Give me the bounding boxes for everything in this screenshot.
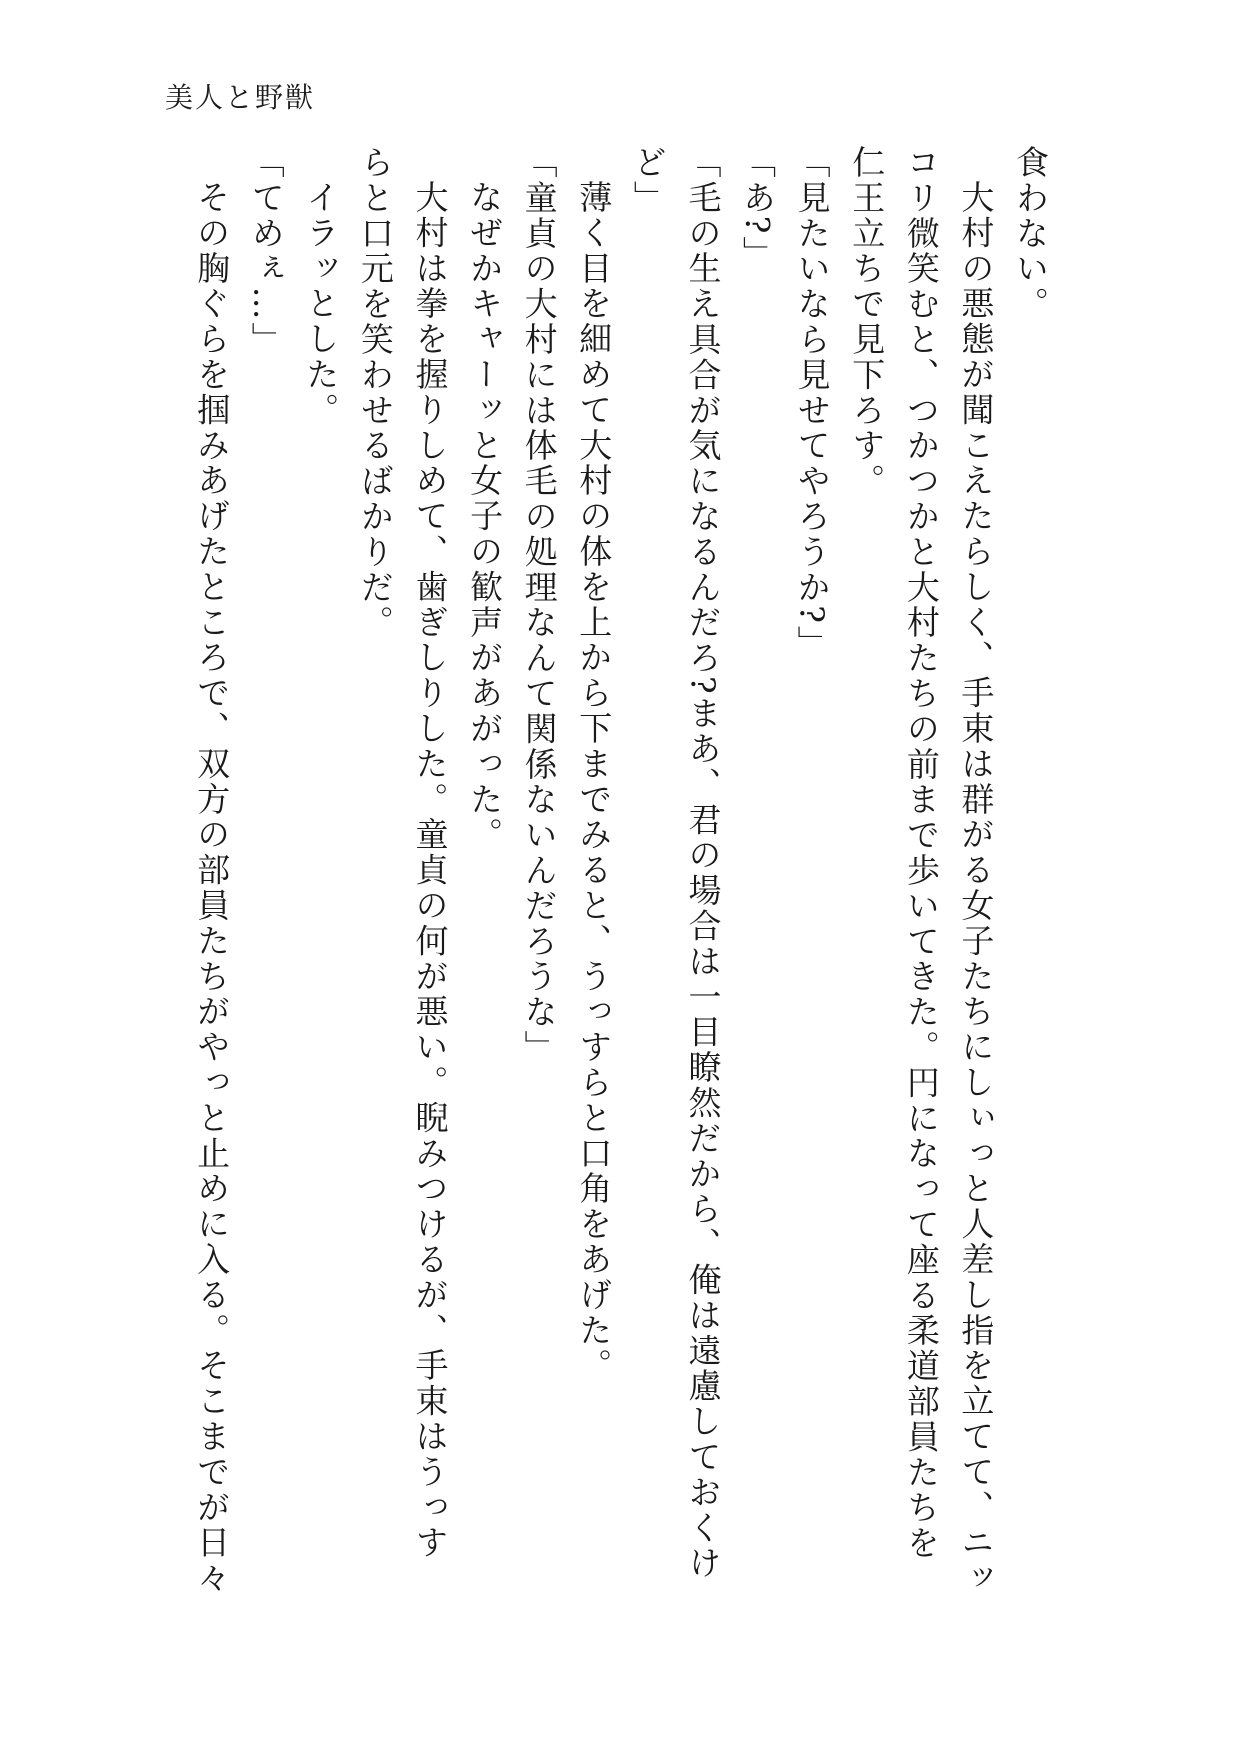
text-line: 「見たいなら見せてやろうか?」 — [792, 145, 832, 661]
text-line: 大村の悪態が聞こえたらしく、手束は群がる女子たちにしぃっと人差し指を立てて、ニッ — [956, 180, 996, 1596]
text-line: その胸ぐらを掴みあげたところで、双方の部員たちがやっと止めに入る。そこまでが日々 — [192, 180, 232, 1596]
text-line: 大村は拳を握りしめて、歯ぎしりした。童貞の何が悪い。睨みつけるが、手束はうっす — [410, 180, 450, 1561]
text-line: 「あ?」 — [738, 145, 778, 272]
vertical-text-body — [184, 145, 1058, 1605]
page-title: 美人と野獣 — [165, 81, 316, 114]
text-line: ど」 — [628, 145, 668, 216]
text-line: 「毛の生え具合が気になるんだろ?まあ、君の場合は一目瞭然だから、俺は遠慮しておくけ — [683, 145, 723, 1582]
text-line: 「童貞の大村には体毛の処理なんて関係ないんだろうな」 — [519, 145, 559, 1066]
text-line: コリ微笑むと、つかつかと大村たちの前まで歩いてきた。円になって座る柔道部員たちを — [901, 145, 941, 1561]
text-line: らと口元を笑わせるばかりだ。 — [355, 145, 395, 641]
text-line: イラッとした。 — [301, 180, 341, 428]
text-line: 薄く目を細めて大村の体を上から下までみると、うっすらと口角をあげた。 — [574, 180, 614, 1384]
text-line: 食わない。 — [1011, 145, 1050, 322]
text-line: 「てめぇ…」 — [246, 145, 286, 358]
text-line: なぜかキャーッと女子の歓声があがった。 — [465, 180, 505, 853]
text-line: 仁王立ちで見下ろす。 — [847, 145, 887, 499]
